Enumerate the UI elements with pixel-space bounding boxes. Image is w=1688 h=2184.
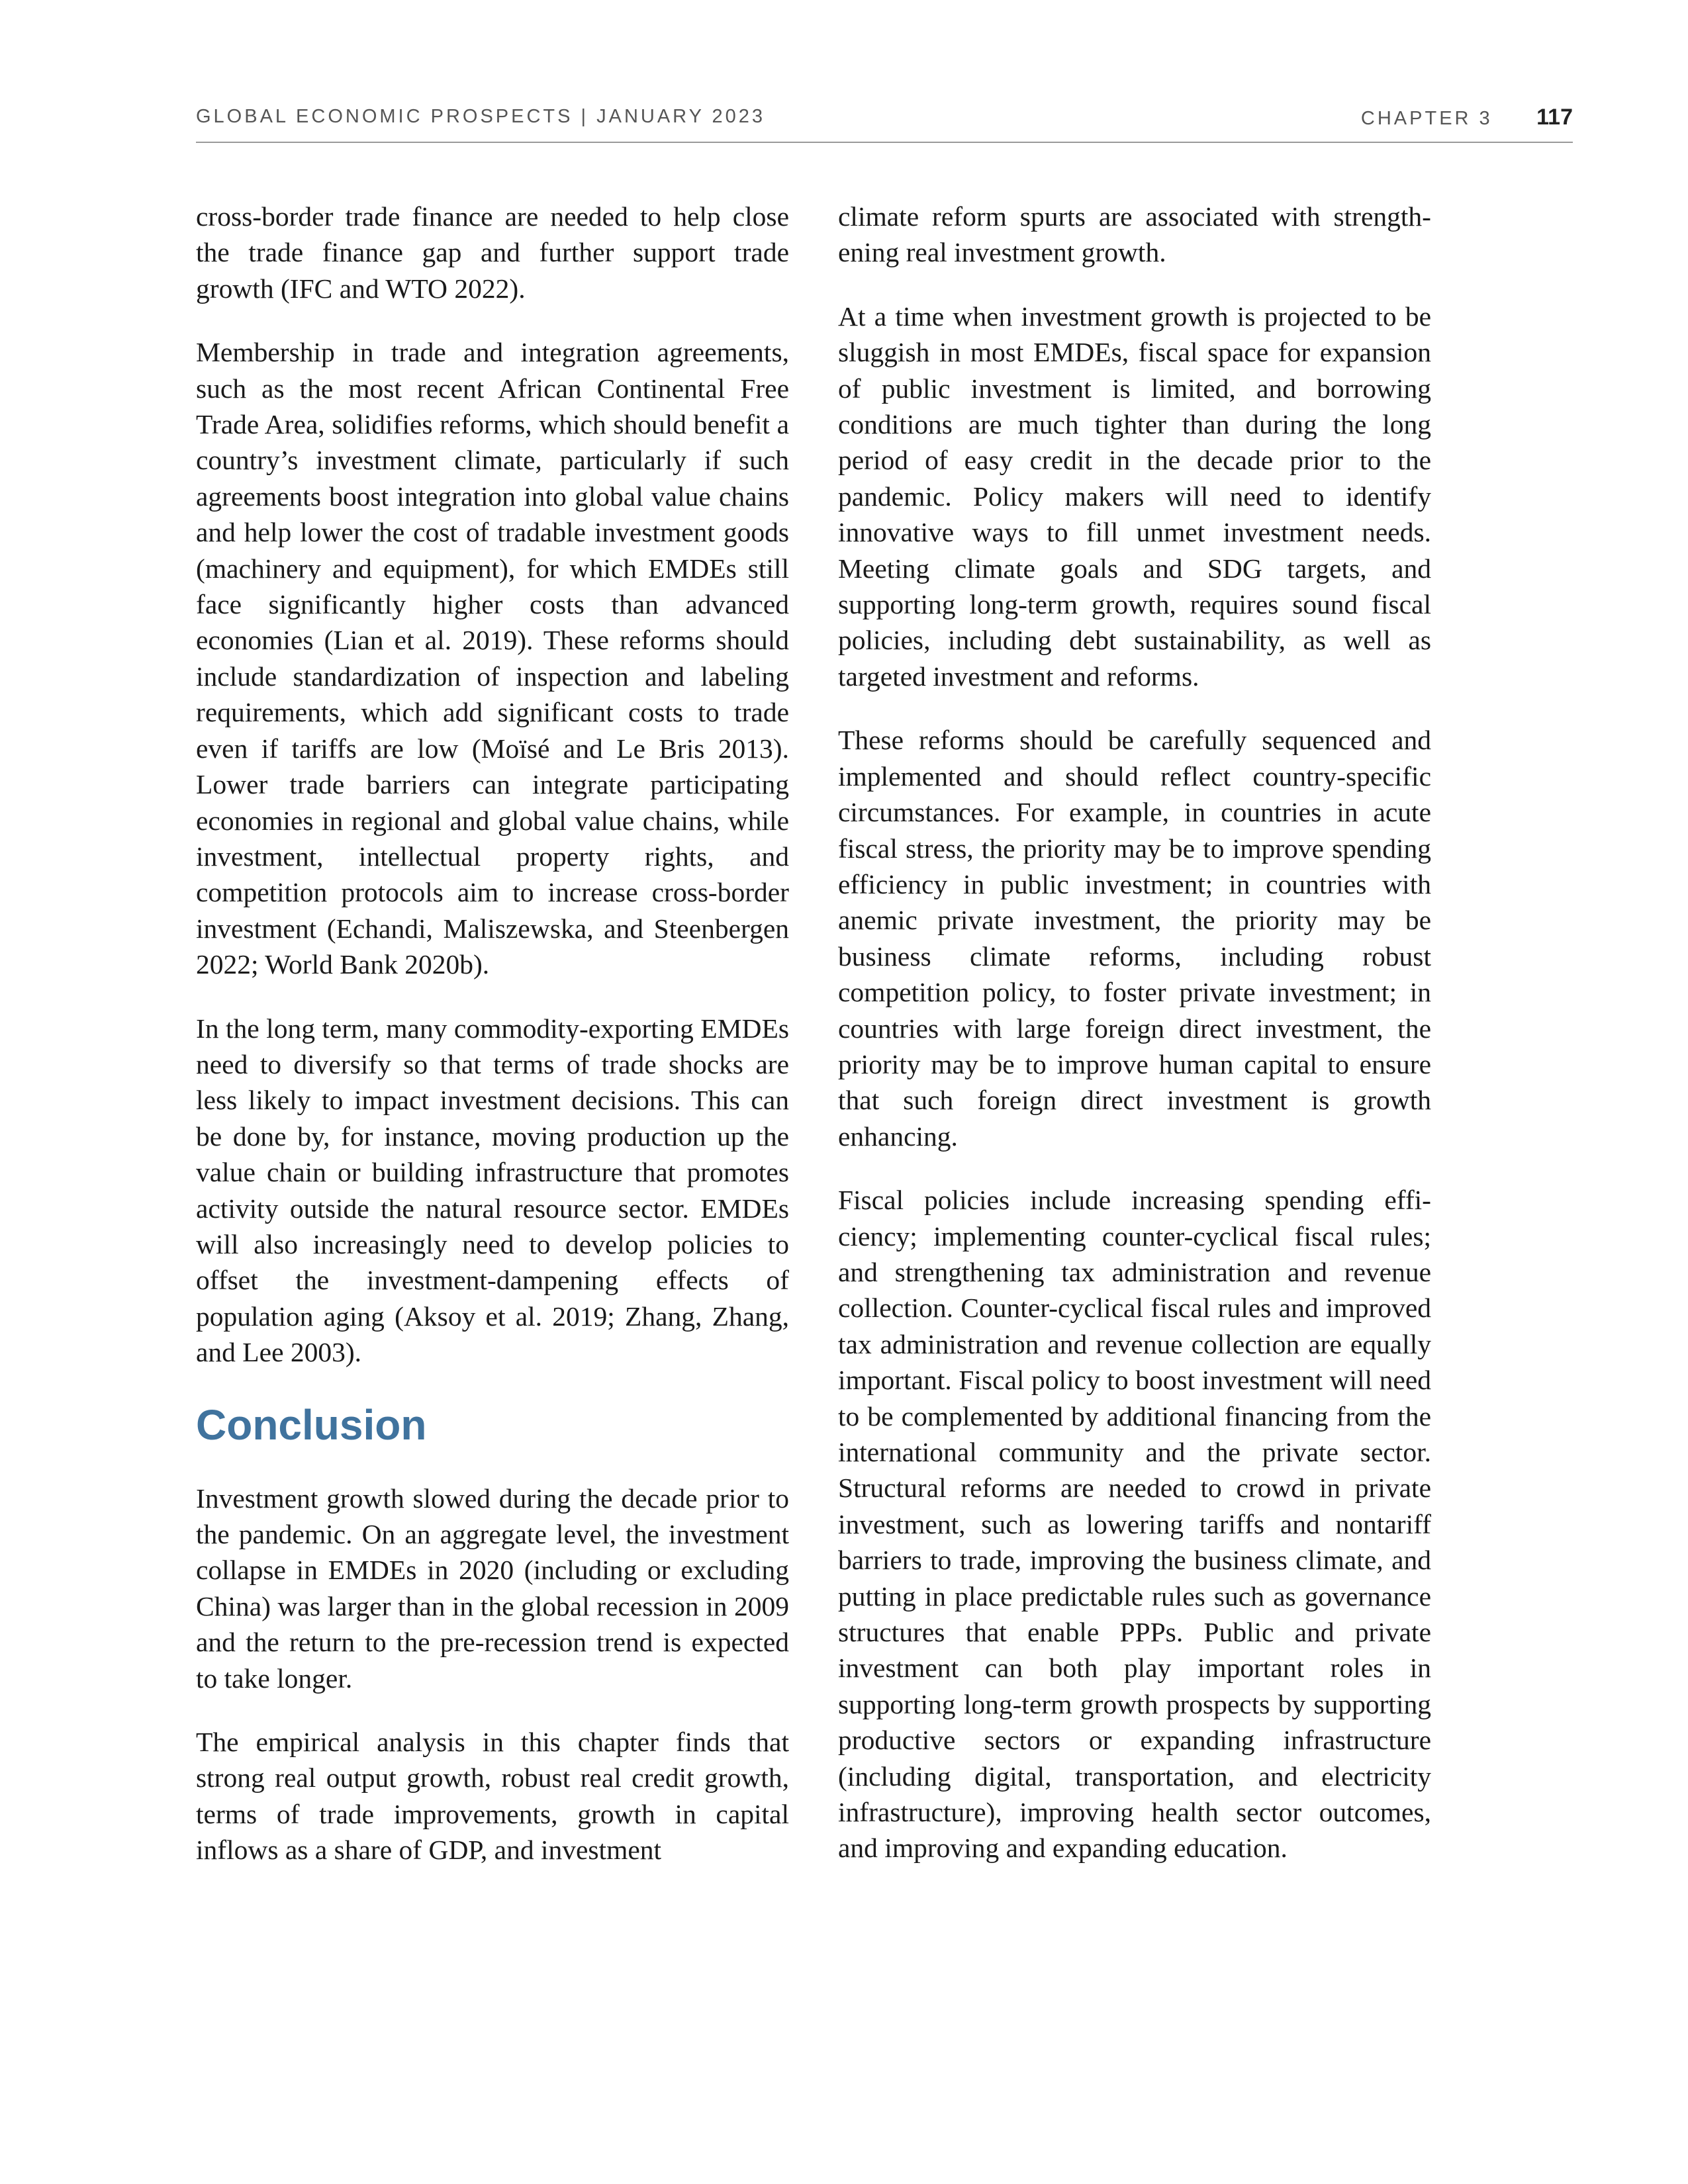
- body-paragraph: These reforms should be carefully sequenced and implemented and should reflect country-specific circumstances. For example, in countries in acute fiscal stress, the priority may be to improve spending efficiency in public investment; in countries with anemic private investment, the priority may be business climate reforms, including robust competition policy, to foster private investment; in countries with large foreign direct investment, the priority may be to improve human capital to ensure that such foreign direct investment is growth enhancing.: [838, 725, 1431, 1152]
- body-paragraph: Fiscal policies include increasing spending efficiency; implementing counter-cyclical fiscal rules; and strengthening tax administration and revenue collection. Counter-cyclical fiscal rules and improved tax administration and revenue collection are equally important. Fiscal policy to boost investment will need to be complemented by additional financing from the international community and the private sector. Structural reforms are needed to crowd in private investment, such as lowering tariffs and nontariff barriers to trade, improving the business climate, and putting in place predictable rules such as governance structures that enable PPPs. Public and private investment can both play important roles in supporting long-term growth prospects by supporting productive sectors or expanding infrastructure (including digital, transportation, and electricity infrastructure), improving health sector outcomes, and improving and expanding education.: [838, 1185, 1431, 1864]
- chapter-label: CHAPTER 3: [1360, 108, 1493, 129]
- body-paragraph: The empirical analysis in this chapter finds that strong real output growth, robust real credit growth, terms of trade improvements, growth in capital inflows as a share of GDP, and investment: [196, 1727, 789, 1866]
- header-right: [1361, 105, 1573, 130]
- body-paragraph: At a time when investment growth is projected to be sluggish in most EMDEs, fiscal space for expansion of public investment is limited, and borrowing conditions are much tighter than during the long period of easy credit in the decade prior to the pandemic. Policy makers will need to identify innovative ways to fill unmet investment needs. Meeting climate goals and SDG targets, and supporting long-term growth, requires sound fiscal policies, including debt sustainability, as well as targeted investment and reforms.: [838, 300, 1431, 692]
- right-column: [838, 199, 1431, 1894]
- left-column: [196, 199, 789, 1896]
- running-header: [196, 105, 1573, 143]
- body-paragraph: In the long term, many commodity-exporting EMDEs need to diversify so that terms of trade shocks are less likely to impact investment decisions. This can be done by, for instance, moving production up the value chain or building infrastructure that promotes activity outside the natural resource sector. EMDEs will also increasingly need to develop policies to offset the investment-dampening effects of population aging (Aksoy et al. 2019; Zhang, Zhang, and Lee 2003).: [196, 1013, 789, 1368]
- page-number: 117: [1536, 105, 1573, 130]
- publication-title: GLOBAL ECONOMIC PROSPECTS | JANUARY 2023: [196, 106, 765, 127]
- body-paragraph: Investment growth slowed during the decade prior to the pandemic. On an aggregate level, the investment collapse in EMDEs in 2020 (including or excluding China) was larger than in the global recession in 2009 and the return to the pre-recession trend is expected to take longer.: [196, 1482, 789, 1694]
- body-paragraph: Membership in trade and integration agreements, such as the most recent African Continental Free Trade Area, solidifies reforms, which should benefit a country’s investment climate, particularly if such agreements boost integration into global value chains and help lower the cost of tradable investment goods (machinery and equipment), for which EMDEs still face significantly higher costs than advanced economies (Lian et al. 2019). These reforms should include standardization of inspection and labeling requirements, which add significant costs to trade even if tariffs are low (Moïsé and Le Bris 2013). Lower trade barriers can integrate participating economies in regional and global value chains, while investment, intellectual property rights, and competition protocols aim to increase cross-border investment (Echandi, Maliszewska, and Steenbergen 2022; World Bank 2020b).: [196, 337, 789, 980]
- body-paragraph: climate reform spurts are associated with strengthening real investment growth.: [838, 201, 1431, 268]
- section-heading-conclusion: Conclusion: [196, 1400, 427, 1449]
- body-paragraph: cross-border trade finance are needed to help close the trade finance gap and further support trade growth (IFC and WTO 2022).: [196, 201, 789, 304]
